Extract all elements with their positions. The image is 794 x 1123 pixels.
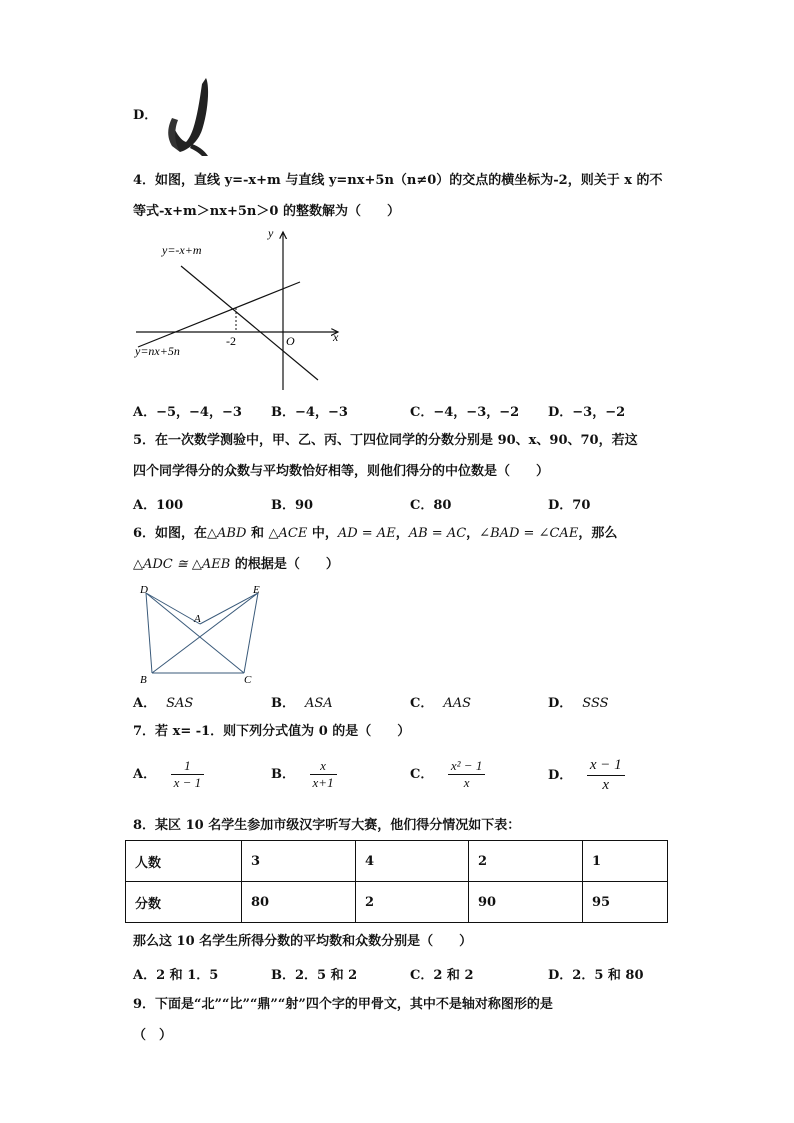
point-a-label: A bbox=[194, 613, 201, 625]
q6-stem-line2: △ADC ≅ △AEB 的根据是（ ） bbox=[133, 557, 339, 572]
q8-option-d[interactable]: D．2．5 和 80 bbox=[548, 968, 644, 983]
table-cell: 1 bbox=[583, 841, 668, 882]
q6-option-b[interactable]: B． ASA bbox=[271, 696, 333, 711]
q6-option-d[interactable]: D． SSS bbox=[548, 696, 609, 711]
oracle-glyph-image bbox=[158, 72, 220, 158]
q7-option-d[interactable]: D． $\frac{x - 1}{x}$ bbox=[548, 756, 625, 795]
q5-stem-line1: 5．在一次数学测验中，甲、乙、丙、丁四位同学的分数分别是 90、x、90、70，若这 bbox=[133, 433, 638, 448]
table-cell: 80 bbox=[242, 882, 356, 923]
q8-option-a[interactable]: A．2 和 1．5 bbox=[133, 968, 219, 983]
q4-option-c[interactable]: C．−4，−3，−2 bbox=[410, 405, 520, 420]
label-line1: y=-x+m bbox=[162, 243, 202, 257]
q7-stem: 7．若 x= -1．则下列分式值为 0 的是（ ） bbox=[133, 724, 411, 739]
table-cell: 分数 bbox=[126, 882, 242, 923]
table-row bbox=[126, 882, 668, 923]
q4-option-b[interactable]: B．−4，−3 bbox=[271, 405, 348, 420]
q8-option-c[interactable]: C．2 和 2 bbox=[410, 968, 474, 983]
q6-option-c[interactable]: C． AAS bbox=[410, 696, 472, 711]
q4-option-a[interactable]: A．−5，−4，−3 bbox=[133, 405, 242, 420]
q7-option-b[interactable]: B． $\frac{x}{x+1}$ bbox=[271, 758, 337, 791]
q6-figure bbox=[136, 582, 268, 686]
q5-option-c[interactable]: C．80 bbox=[410, 498, 452, 513]
q9-stem-line1: 9．下面是“北”“比”“鼎”“射”四个字的甲骨文，其中不是轴对称图形的是 bbox=[133, 997, 553, 1012]
table-cell: 3 bbox=[242, 841, 356, 882]
q5-option-b[interactable]: B．90 bbox=[271, 498, 314, 513]
q7-option-c[interactable]: C． $\frac{\text{x² − 1}}{x}$ bbox=[410, 758, 485, 791]
point-c-label: C bbox=[244, 674, 252, 686]
point-e-label: E bbox=[253, 584, 260, 596]
table-cell: 90 bbox=[469, 882, 583, 923]
q8-option-b[interactable]: B．2．5 和 2 bbox=[271, 968, 358, 983]
q5-option-a[interactable]: A．100 bbox=[133, 498, 184, 513]
q8-score-table bbox=[125, 840, 668, 923]
q8-question-line: 那么这 10 名学生所得分数的平均数和众数分别是（ ） bbox=[133, 934, 473, 949]
point-b-label: B bbox=[140, 674, 147, 686]
q3-option-d-label: D． bbox=[133, 108, 158, 123]
q4-option-d[interactable]: D．−3，−2 bbox=[548, 405, 626, 420]
q7-option-a[interactable]: A． $\frac{1}{x - 1}$ bbox=[133, 758, 204, 791]
origin-label: O bbox=[286, 334, 295, 348]
q5-stem-line2: 四个同学得分的众数与平均数恰好相等，则他们得分的中位数是（ ） bbox=[133, 464, 550, 479]
q4-stem-line1: 4．如图，直线 y=-x+m 与直线 y=nx+5n（n≠0）的交点的横坐标为-2，则关于 x 的不 bbox=[133, 173, 663, 188]
q8-stem: 8．某区 10 名学生参加市级汉字听写大赛，他们得分情况如下表： bbox=[133, 818, 521, 833]
table-cell: 2 bbox=[356, 882, 469, 923]
table-cell: 95 bbox=[583, 882, 668, 923]
axis-y-label: y bbox=[268, 226, 274, 240]
table-row bbox=[126, 841, 668, 882]
label-line2: y=nx+5n bbox=[135, 344, 180, 358]
table-cell: 2 bbox=[469, 841, 583, 882]
q6-option-a[interactable]: A． SAS bbox=[133, 696, 194, 711]
q9-stem-line2: （ ） bbox=[133, 1028, 173, 1043]
q4-stem-line2: 等式-x+m＞nx+5n＞0 的整数解为（ ） bbox=[133, 204, 400, 219]
q6-stem-line1: 6．如图，在△ABD 和 △ACE 中，AD = AE，AB = AC，∠BAD = ∠CAE，那么 bbox=[133, 526, 618, 541]
q5-option-d[interactable]: D．70 bbox=[548, 498, 591, 513]
table-cell: 4 bbox=[356, 841, 469, 882]
line-y-nx-plus-5n bbox=[138, 282, 300, 347]
tick-label: -2 bbox=[226, 334, 236, 348]
point-d-label: D bbox=[140, 584, 148, 596]
axis-x-label: x bbox=[333, 330, 339, 344]
table-cell: 人数 bbox=[126, 841, 242, 882]
q4-graph bbox=[128, 224, 358, 396]
